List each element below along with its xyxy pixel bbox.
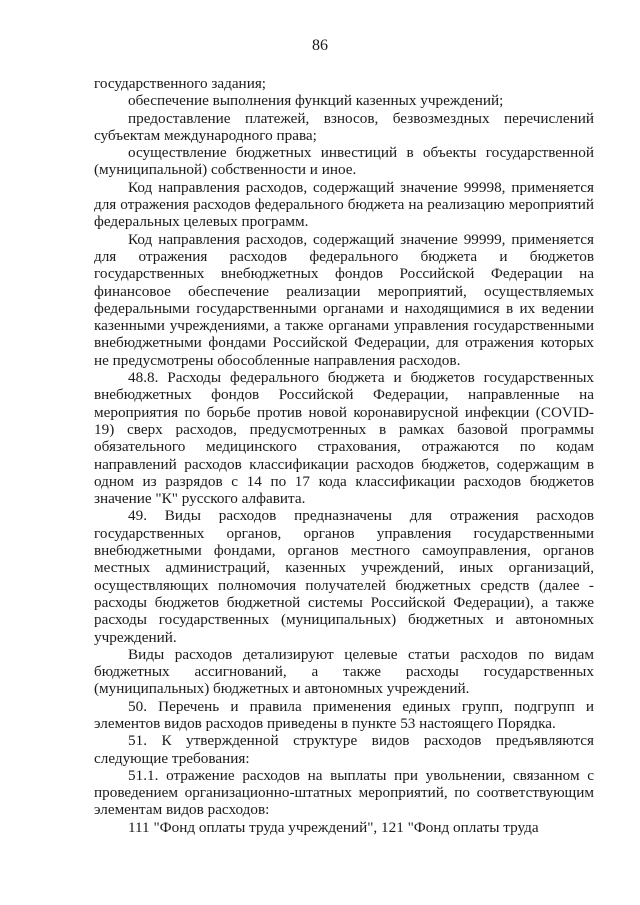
paragraph: 49. Виды расходов предназначены для отражения расходов государственных органов, органов управления государственными внебюджетными фондами, органов местного самоуправления, органов местных администраций, казенных учреждений, иных организаций, осуществляющих полномочия получателей бюджетных средств (далее - расходы бюджетов бюджетной системы Российской Федерации), а также расходы государственных (муниципальных) бюджетных и автономных учреждений. (94, 507, 594, 646)
document-body (94, 75, 594, 836)
paragraph: Код направления расходов, содержащий значение 99999, применяется для отражения расходов федерального бюджета и бюджетов государственных внебюджетных фондов Российской Федерации на финансовое обеспечение реализации мероприятий, осуществляемых федеральными государственными органами и находящимися в их ведении казенными учреждениями, а также органами управления государственными внебюджетными фондами Российской Федерации, для отражения которых не предусмотрены обособленные направления расходов. (94, 230, 594, 369)
paragraph: обеспечение выполнения функций казенных учреждений; (128, 92, 504, 110)
paragraph: осуществление бюджетных инвестиций в объекты государственной (муниципальной) собственности и иное. (94, 144, 594, 179)
paragraph: Виды расходов детализируют целевые статьи расходов по видам бюджетных ассигнований, а также расходы государственных (муниципальных) бюджетных и автономных учреждений. (94, 645, 594, 698)
paragraph: 50. Перечень и правила применения единых групп, подгрупп и элементов видов расходов приведены в пункте 53 настоящего Порядка. (94, 697, 594, 732)
paragraph: Код направления расходов, содержащий значение 99998, применяется для отражения расходов федерального бюджета на реализацию мероприятий федеральных целевых программ. (94, 178, 594, 231)
paragraph: 111 "Фонд оплаты труда учреждений", 121 "Фонд оплаты труда (128, 818, 539, 836)
paragraph: государственного задания; (94, 75, 267, 92)
paragraph: 51.1. отражение расходов на выплаты при увольнении, связанном с проведением организационно-штатных мероприятий, по соответствующим элементам видов расходов: (94, 766, 594, 819)
paragraph: 51. К утвержденной структуре видов расходов предъявляются следующие требования: (94, 732, 594, 767)
paragraph: 48.8. Расходы федерального бюджета и бюджетов государственных внебюджетных фондов Российской Федерации, направленные на мероприятия по борьбе против новой коронавирусной инфекции (COVID-19) сверх расходов, предусмотренных в рамках базовой программы обязательного медицинского страхования, отражаются по кодам направлений расходов классификации расходов бюджетов, содержащим в одном из разрядов с 14 по 17 кода классификации расходов бюджетов значение "К" русского алфавита. (94, 369, 594, 508)
page-number: 86 (312, 37, 328, 54)
paragraph: предоставление платежей, взносов, безвозмездных перечислений субъектам международного права; (94, 109, 594, 144)
